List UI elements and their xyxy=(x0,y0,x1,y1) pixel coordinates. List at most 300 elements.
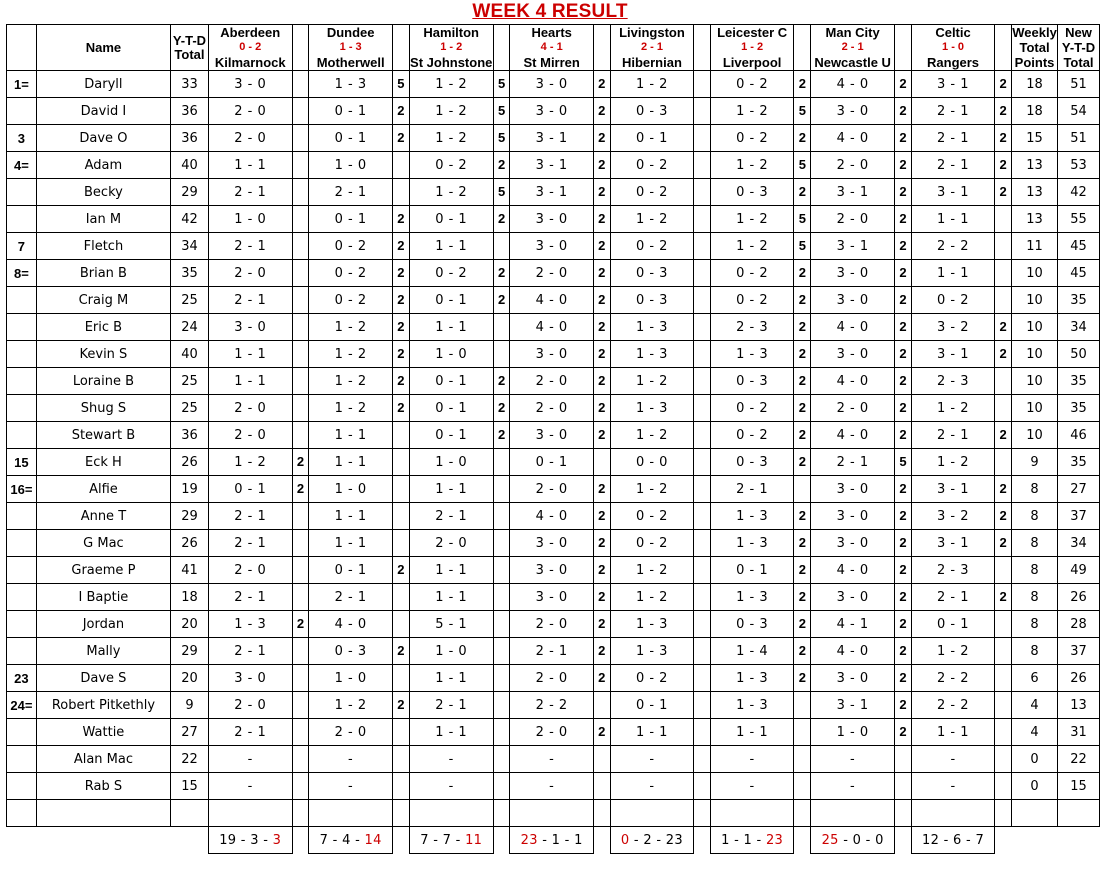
prediction-cell-7: 2 - 2 xyxy=(911,665,994,692)
table-header xyxy=(7,25,1100,71)
points-marker-1 xyxy=(392,449,409,476)
new-ytd-total-cell: 27 xyxy=(1058,476,1100,503)
prediction-cell-3: 3 - 1 xyxy=(510,152,593,179)
points-marker-4 xyxy=(694,692,711,719)
points-marker-4 xyxy=(694,503,711,530)
player-name-cell: Brian B xyxy=(36,260,170,287)
summary-separator: - xyxy=(629,832,644,848)
points-marker-5: 2 xyxy=(794,503,811,530)
prediction-cell-5: 1 - 2 xyxy=(710,233,794,260)
rank-cell: 16= xyxy=(7,476,37,503)
weekly-total-cell: 8 xyxy=(1012,557,1058,584)
prediction-cell-1: 1 - 0 xyxy=(309,152,393,179)
new-ytd-total-cell: 49 xyxy=(1058,557,1100,584)
points-marker-2: 5 xyxy=(493,98,510,125)
prediction-cell-6: 1 - 0 xyxy=(811,719,895,746)
points-marker-7: 2 xyxy=(995,476,1012,503)
prediction-cell-4: - xyxy=(610,773,694,800)
header-marker-spacer-1 xyxy=(392,25,409,71)
table-row[interactable] xyxy=(7,152,1100,179)
player-name-cell: Eck H xyxy=(36,449,170,476)
points-marker-5: 2 xyxy=(794,368,811,395)
rank-cell xyxy=(7,179,37,206)
points-marker-1 xyxy=(392,665,409,692)
player-name-cell: Craig M xyxy=(36,287,170,314)
summary-record-4 xyxy=(610,827,694,854)
prediction-cell-0: 3 - 0 xyxy=(208,314,292,341)
new-ytd-total-cell: 51 xyxy=(1058,125,1100,152)
prediction-cell-4: 1 - 3 xyxy=(610,314,694,341)
prediction-cell-6: 2 - 0 xyxy=(811,395,895,422)
points-marker-4 xyxy=(694,287,711,314)
prediction-cell-3: 0 - 1 xyxy=(510,449,593,476)
points-marker-7: 2 xyxy=(995,179,1012,206)
prediction-cell-2: - xyxy=(409,773,493,800)
player-name-cell: Dave S xyxy=(36,665,170,692)
prediction-cell-6: 4 - 0 xyxy=(811,368,895,395)
player-name-cell: Becky xyxy=(36,179,170,206)
table-row[interactable] xyxy=(7,179,1100,206)
fixture-score: 1 - 2 xyxy=(440,41,463,53)
summary-marker-spacer-6 xyxy=(895,827,912,854)
summary-new-spacer xyxy=(1058,827,1100,854)
prediction-cell-1: 1 - 0 xyxy=(309,665,393,692)
weekly-total-cell: 18 xyxy=(1012,71,1058,98)
prediction-cell-5: 1 - 3 xyxy=(710,584,794,611)
prediction-cell-2: 2 - 1 xyxy=(409,503,493,530)
summary-record-0 xyxy=(208,827,292,854)
prediction-cell-3: 2 - 0 xyxy=(510,476,593,503)
prediction-cell-0: 2 - 0 xyxy=(208,260,292,287)
prediction-cell-1: 0 - 1 xyxy=(309,206,393,233)
prediction-cell-6: 4 - 0 xyxy=(811,422,895,449)
points-marker-0 xyxy=(292,368,309,395)
prediction-cell-7: 2 - 1 xyxy=(911,422,994,449)
prediction-cell-5: 0 - 2 xyxy=(710,71,794,98)
points-marker-3: 2 xyxy=(593,368,610,395)
blank-cell xyxy=(409,800,493,827)
prediction-cell-5: 1 - 3 xyxy=(710,692,794,719)
points-marker-5: 2 xyxy=(794,530,811,557)
points-marker-1: 2 xyxy=(392,341,409,368)
player-name-cell: G Mac xyxy=(36,530,170,557)
prediction-cell-1: 0 - 3 xyxy=(309,638,393,665)
table-row[interactable] xyxy=(7,719,1100,746)
new-ytd-total-cell: 35 xyxy=(1058,449,1100,476)
prediction-cell-4: 0 - 1 xyxy=(610,125,694,152)
prediction-cell-1: 1 - 0 xyxy=(309,476,393,503)
prediction-cell-1: 1 - 2 xyxy=(309,314,393,341)
player-name-cell: Adam xyxy=(36,152,170,179)
prediction-cell-3: 3 - 0 xyxy=(510,557,593,584)
prediction-cell-2: 1 - 2 xyxy=(409,125,493,152)
summary-part: 1 xyxy=(551,832,561,848)
points-marker-3: 2 xyxy=(593,719,610,746)
points-marker-2: 2 xyxy=(493,395,510,422)
table-row[interactable] xyxy=(7,449,1100,476)
table-row[interactable] xyxy=(7,287,1100,314)
prediction-cell-7: 3 - 2 xyxy=(911,314,994,341)
summary-separator: - xyxy=(651,832,666,848)
prediction-cell-4: 0 - 2 xyxy=(610,233,694,260)
summary-separator: - xyxy=(258,832,273,848)
prediction-cell-3: 3 - 0 xyxy=(510,584,593,611)
summary-part: 7 xyxy=(975,832,985,848)
prediction-cell-4: 0 - 2 xyxy=(610,665,694,692)
points-marker-6: 2 xyxy=(895,665,912,692)
rank-cell xyxy=(7,638,37,665)
prediction-cell-0: 1 - 1 xyxy=(208,368,292,395)
points-marker-4 xyxy=(694,719,711,746)
ytd-total-cell: 29 xyxy=(171,638,209,665)
ytd-total-cell: 34 xyxy=(171,233,209,260)
points-marker-7 xyxy=(995,692,1012,719)
prediction-cell-4: - xyxy=(610,746,694,773)
points-marker-4 xyxy=(694,179,711,206)
summary-part: 7 xyxy=(420,832,429,848)
points-marker-0 xyxy=(292,314,309,341)
weekly-total-cell: 10 xyxy=(1012,422,1058,449)
new-ytd-total-cell: 37 xyxy=(1058,503,1100,530)
points-marker-1: 2 xyxy=(392,368,409,395)
table-row[interactable] xyxy=(7,557,1100,584)
table-row[interactable] xyxy=(7,368,1100,395)
fixture-score: 1 - 3 xyxy=(339,41,362,53)
prediction-cell-3: 2 - 0 xyxy=(510,395,593,422)
prediction-cell-6: - xyxy=(811,746,895,773)
fixture-score: 2 - 1 xyxy=(841,41,864,53)
ytd-total-cell: 29 xyxy=(171,503,209,530)
prediction-cell-3: 2 - 2 xyxy=(510,692,593,719)
ytd-total-cell: 20 xyxy=(171,611,209,638)
weekly-total-cell: 10 xyxy=(1012,260,1058,287)
points-marker-6: 2 xyxy=(895,368,912,395)
points-marker-6: 2 xyxy=(895,692,912,719)
points-marker-7: 2 xyxy=(995,314,1012,341)
player-name-cell: Alfie xyxy=(36,476,170,503)
blank-cell xyxy=(36,800,170,827)
points-marker-7 xyxy=(995,638,1012,665)
prediction-cell-7: 0 - 1 xyxy=(911,611,994,638)
points-marker-3: 2 xyxy=(593,314,610,341)
blank-cell xyxy=(510,800,593,827)
points-marker-5: 2 xyxy=(794,341,811,368)
table-row[interactable] xyxy=(7,422,1100,449)
weekly-total-cell: 4 xyxy=(1012,719,1058,746)
points-marker-6: 2 xyxy=(895,125,912,152)
table-row[interactable] xyxy=(7,71,1100,98)
table-row[interactable] xyxy=(7,341,1100,368)
points-marker-0 xyxy=(292,503,309,530)
new-ytd-total-cell: 26 xyxy=(1058,665,1100,692)
summary-separator: - xyxy=(729,832,744,848)
ytd-total-cell: 15 xyxy=(171,773,209,800)
prediction-cell-1: 4 - 0 xyxy=(309,611,393,638)
header-fixture-5 xyxy=(710,25,794,71)
points-marker-4 xyxy=(694,152,711,179)
rank-cell: 15 xyxy=(7,449,37,476)
prediction-cell-6: 3 - 0 xyxy=(811,341,895,368)
weekly-total-cell: 8 xyxy=(1012,476,1058,503)
points-marker-1 xyxy=(392,179,409,206)
points-marker-1: 2 xyxy=(392,233,409,260)
prediction-cell-5: 0 - 3 xyxy=(710,449,794,476)
points-marker-3: 2 xyxy=(593,260,610,287)
ytd-total-cell: 42 xyxy=(171,206,209,233)
points-marker-7: 2 xyxy=(995,530,1012,557)
prediction-cell-5: 0 - 2 xyxy=(710,395,794,422)
points-marker-1: 5 xyxy=(392,71,409,98)
rank-cell xyxy=(7,341,37,368)
points-marker-6: 2 xyxy=(895,503,912,530)
points-marker-1 xyxy=(392,584,409,611)
header-ytd-total xyxy=(171,25,209,71)
new-ytd-total-cell: 31 xyxy=(1058,719,1100,746)
points-marker-0 xyxy=(292,746,309,773)
points-marker-3 xyxy=(593,746,610,773)
prediction-cell-2: 1 - 1 xyxy=(409,314,493,341)
table-row[interactable] xyxy=(7,530,1100,557)
points-marker-4 xyxy=(694,260,711,287)
player-name-cell: Eric B xyxy=(36,314,170,341)
prediction-cell-0: 1 - 1 xyxy=(208,152,292,179)
header-marker-spacer-6 xyxy=(895,25,912,71)
fixture-away-team: Kilmarnock xyxy=(214,55,286,70)
points-marker-4 xyxy=(694,395,711,422)
weekly-total-cell: 4 xyxy=(1012,692,1058,719)
points-marker-0 xyxy=(292,395,309,422)
table-row[interactable] xyxy=(7,665,1100,692)
points-marker-7 xyxy=(995,773,1012,800)
prediction-cell-5: - xyxy=(710,746,794,773)
points-marker-0 xyxy=(292,206,309,233)
table-row[interactable] xyxy=(7,692,1100,719)
points-marker-1 xyxy=(392,503,409,530)
points-marker-5: 5 xyxy=(794,152,811,179)
prediction-cell-2: 1 - 1 xyxy=(409,557,493,584)
new-ytd-total-cell: 22 xyxy=(1058,746,1100,773)
points-marker-6 xyxy=(895,773,912,800)
points-marker-5 xyxy=(794,746,811,773)
prediction-cell-3: 4 - 0 xyxy=(510,314,593,341)
points-marker-6: 2 xyxy=(895,719,912,746)
prediction-cell-3: 2 - 0 xyxy=(510,611,593,638)
prediction-cell-0: 1 - 3 xyxy=(208,611,292,638)
prediction-cell-5: 0 - 1 xyxy=(710,557,794,584)
prediction-cell-4: 0 - 2 xyxy=(610,179,694,206)
player-name-cell: Mally xyxy=(36,638,170,665)
points-marker-5: 2 xyxy=(794,287,811,314)
ytd-total-cell: 36 xyxy=(171,422,209,449)
table-row[interactable] xyxy=(7,233,1100,260)
points-marker-1 xyxy=(392,476,409,503)
prediction-cell-7: - xyxy=(911,773,994,800)
table-row[interactable] xyxy=(7,98,1100,125)
summary-marker-spacer-3 xyxy=(593,827,610,854)
prediction-cell-0: 2 - 0 xyxy=(208,125,292,152)
player-name-cell: Graeme P xyxy=(36,557,170,584)
points-marker-2 xyxy=(493,746,510,773)
points-marker-6: 2 xyxy=(895,611,912,638)
prediction-cell-5: 0 - 3 xyxy=(710,368,794,395)
table-row[interactable] xyxy=(7,746,1100,773)
prediction-cell-2: 2 - 1 xyxy=(409,692,493,719)
rank-cell xyxy=(7,503,37,530)
fixture-home-team: Aberdeen xyxy=(220,25,281,40)
blank-cell xyxy=(493,800,510,827)
points-marker-6: 2 xyxy=(895,584,912,611)
prediction-cell-1: 0 - 2 xyxy=(309,260,393,287)
ytd-total-cell: 36 xyxy=(171,125,209,152)
points-marker-6 xyxy=(895,746,912,773)
header-ytd-line1: Y-T-D xyxy=(172,32,207,48)
points-marker-7: 2 xyxy=(995,125,1012,152)
points-marker-3: 2 xyxy=(593,422,610,449)
table-row[interactable] xyxy=(7,260,1100,287)
points-marker-1: 2 xyxy=(392,395,409,422)
table-row[interactable] xyxy=(7,503,1100,530)
summary-part: 3 xyxy=(250,832,259,848)
fixture-away-team: St Mirren xyxy=(523,55,580,70)
fixture-away-team: Liverpool xyxy=(722,55,782,70)
points-marker-2 xyxy=(493,773,510,800)
prediction-cell-6: 3 - 1 xyxy=(811,233,895,260)
ytd-total-cell: 41 xyxy=(171,557,209,584)
table-row[interactable] xyxy=(7,314,1100,341)
points-marker-5: 2 xyxy=(794,422,811,449)
table-row[interactable] xyxy=(7,206,1100,233)
points-marker-1 xyxy=(392,152,409,179)
player-name-cell: Fletch xyxy=(36,233,170,260)
prediction-cell-4: 0 - 1 xyxy=(610,692,694,719)
rank-cell xyxy=(7,98,37,125)
points-marker-2: 2 xyxy=(493,368,510,395)
ytd-total-cell: 26 xyxy=(171,449,209,476)
table-row[interactable] xyxy=(7,125,1100,152)
summary-part: 1 xyxy=(574,832,583,848)
header-new-line3: Total xyxy=(1063,55,1094,70)
prediction-cell-3: 2 - 0 xyxy=(510,665,593,692)
rank-cell xyxy=(7,395,37,422)
weekly-total-cell: 8 xyxy=(1012,530,1058,557)
blank-cell xyxy=(1012,800,1058,827)
table-row[interactable] xyxy=(7,584,1100,611)
prediction-cell-0: 2 - 0 xyxy=(208,557,292,584)
blank-cell xyxy=(794,800,811,827)
summary-name-spacer xyxy=(36,827,170,854)
points-marker-2 xyxy=(493,692,510,719)
header-marker-spacer-2 xyxy=(493,25,510,71)
points-marker-4 xyxy=(694,584,711,611)
prediction-cell-1: 2 - 0 xyxy=(309,719,393,746)
prediction-cell-1: 2 - 1 xyxy=(309,179,393,206)
rank-cell xyxy=(7,314,37,341)
table-row[interactable] xyxy=(7,638,1100,665)
points-marker-6: 2 xyxy=(895,395,912,422)
points-marker-4 xyxy=(694,449,711,476)
prediction-cell-1: 1 - 2 xyxy=(309,341,393,368)
points-marker-5: 5 xyxy=(794,233,811,260)
prediction-cell-6: 4 - 0 xyxy=(811,125,895,152)
points-marker-0 xyxy=(292,287,309,314)
points-marker-5: 2 xyxy=(794,314,811,341)
summary-weekly-spacer xyxy=(1012,827,1058,854)
points-marker-6: 2 xyxy=(895,98,912,125)
prediction-cell-0: 2 - 1 xyxy=(208,584,292,611)
new-ytd-total-cell: 34 xyxy=(1058,530,1100,557)
rank-cell xyxy=(7,557,37,584)
points-marker-3: 2 xyxy=(593,125,610,152)
player-name-cell: I Baptie xyxy=(36,584,170,611)
points-marker-5 xyxy=(794,773,811,800)
table-row[interactable] xyxy=(7,611,1100,638)
points-marker-0: 2 xyxy=(292,476,309,503)
points-marker-3: 2 xyxy=(593,503,610,530)
points-marker-3: 2 xyxy=(593,206,610,233)
summary-part: 0 xyxy=(875,832,884,848)
table-row[interactable] xyxy=(7,773,1100,800)
prediction-cell-4: 1 - 3 xyxy=(610,395,694,422)
points-marker-2: 2 xyxy=(493,206,510,233)
prediction-cell-4: 1 - 2 xyxy=(610,206,694,233)
rank-cell xyxy=(7,773,37,800)
summary-part: 0 xyxy=(620,832,630,848)
prediction-cell-0: 2 - 1 xyxy=(208,503,292,530)
weekly-total-cell: 10 xyxy=(1012,287,1058,314)
table-row[interactable] xyxy=(7,476,1100,503)
prediction-cell-3: 3 - 0 xyxy=(510,422,593,449)
points-marker-6: 2 xyxy=(895,530,912,557)
player-name-cell: Daryll xyxy=(36,71,170,98)
prediction-cell-5: 1 - 2 xyxy=(710,206,794,233)
weekly-total-cell: 13 xyxy=(1012,179,1058,206)
prediction-cell-1: 1 - 1 xyxy=(309,503,393,530)
prediction-cell-6: 3 - 0 xyxy=(811,476,895,503)
points-marker-0: 2 xyxy=(292,611,309,638)
prediction-cell-6: 3 - 1 xyxy=(811,692,895,719)
table-row[interactable] xyxy=(7,395,1100,422)
new-ytd-total-cell: 55 xyxy=(1058,206,1100,233)
player-name-cell: Robert Pitkethly xyxy=(36,692,170,719)
summary-marker-spacer-1 xyxy=(392,827,409,854)
summary-part: 7 xyxy=(319,832,329,848)
points-marker-0 xyxy=(292,530,309,557)
prediction-cell-3: 2 - 0 xyxy=(510,260,593,287)
points-marker-0 xyxy=(292,152,309,179)
weekly-total-cell: 10 xyxy=(1012,314,1058,341)
prediction-cell-1: 0 - 2 xyxy=(309,233,393,260)
points-marker-5: 2 xyxy=(794,260,811,287)
rank-cell: 8= xyxy=(7,260,37,287)
points-marker-4 xyxy=(694,233,711,260)
header-fixture-7 xyxy=(911,25,994,71)
prediction-cell-3: - xyxy=(510,746,593,773)
prediction-cell-1: 1 - 1 xyxy=(309,530,393,557)
points-marker-4 xyxy=(694,773,711,800)
points-marker-7 xyxy=(995,233,1012,260)
new-ytd-total-cell: 50 xyxy=(1058,341,1100,368)
summary-marker-spacer-5 xyxy=(794,827,811,854)
prediction-cell-7: 2 - 3 xyxy=(911,557,994,584)
player-name-cell: Ian M xyxy=(36,206,170,233)
points-marker-1 xyxy=(392,611,409,638)
prediction-cell-6: - xyxy=(811,773,895,800)
player-name-cell: Alan Mac xyxy=(36,746,170,773)
points-marker-7 xyxy=(995,206,1012,233)
prediction-cell-7: 2 - 1 xyxy=(911,98,994,125)
prediction-cell-0: 2 - 1 xyxy=(208,287,292,314)
points-marker-4 xyxy=(694,71,711,98)
